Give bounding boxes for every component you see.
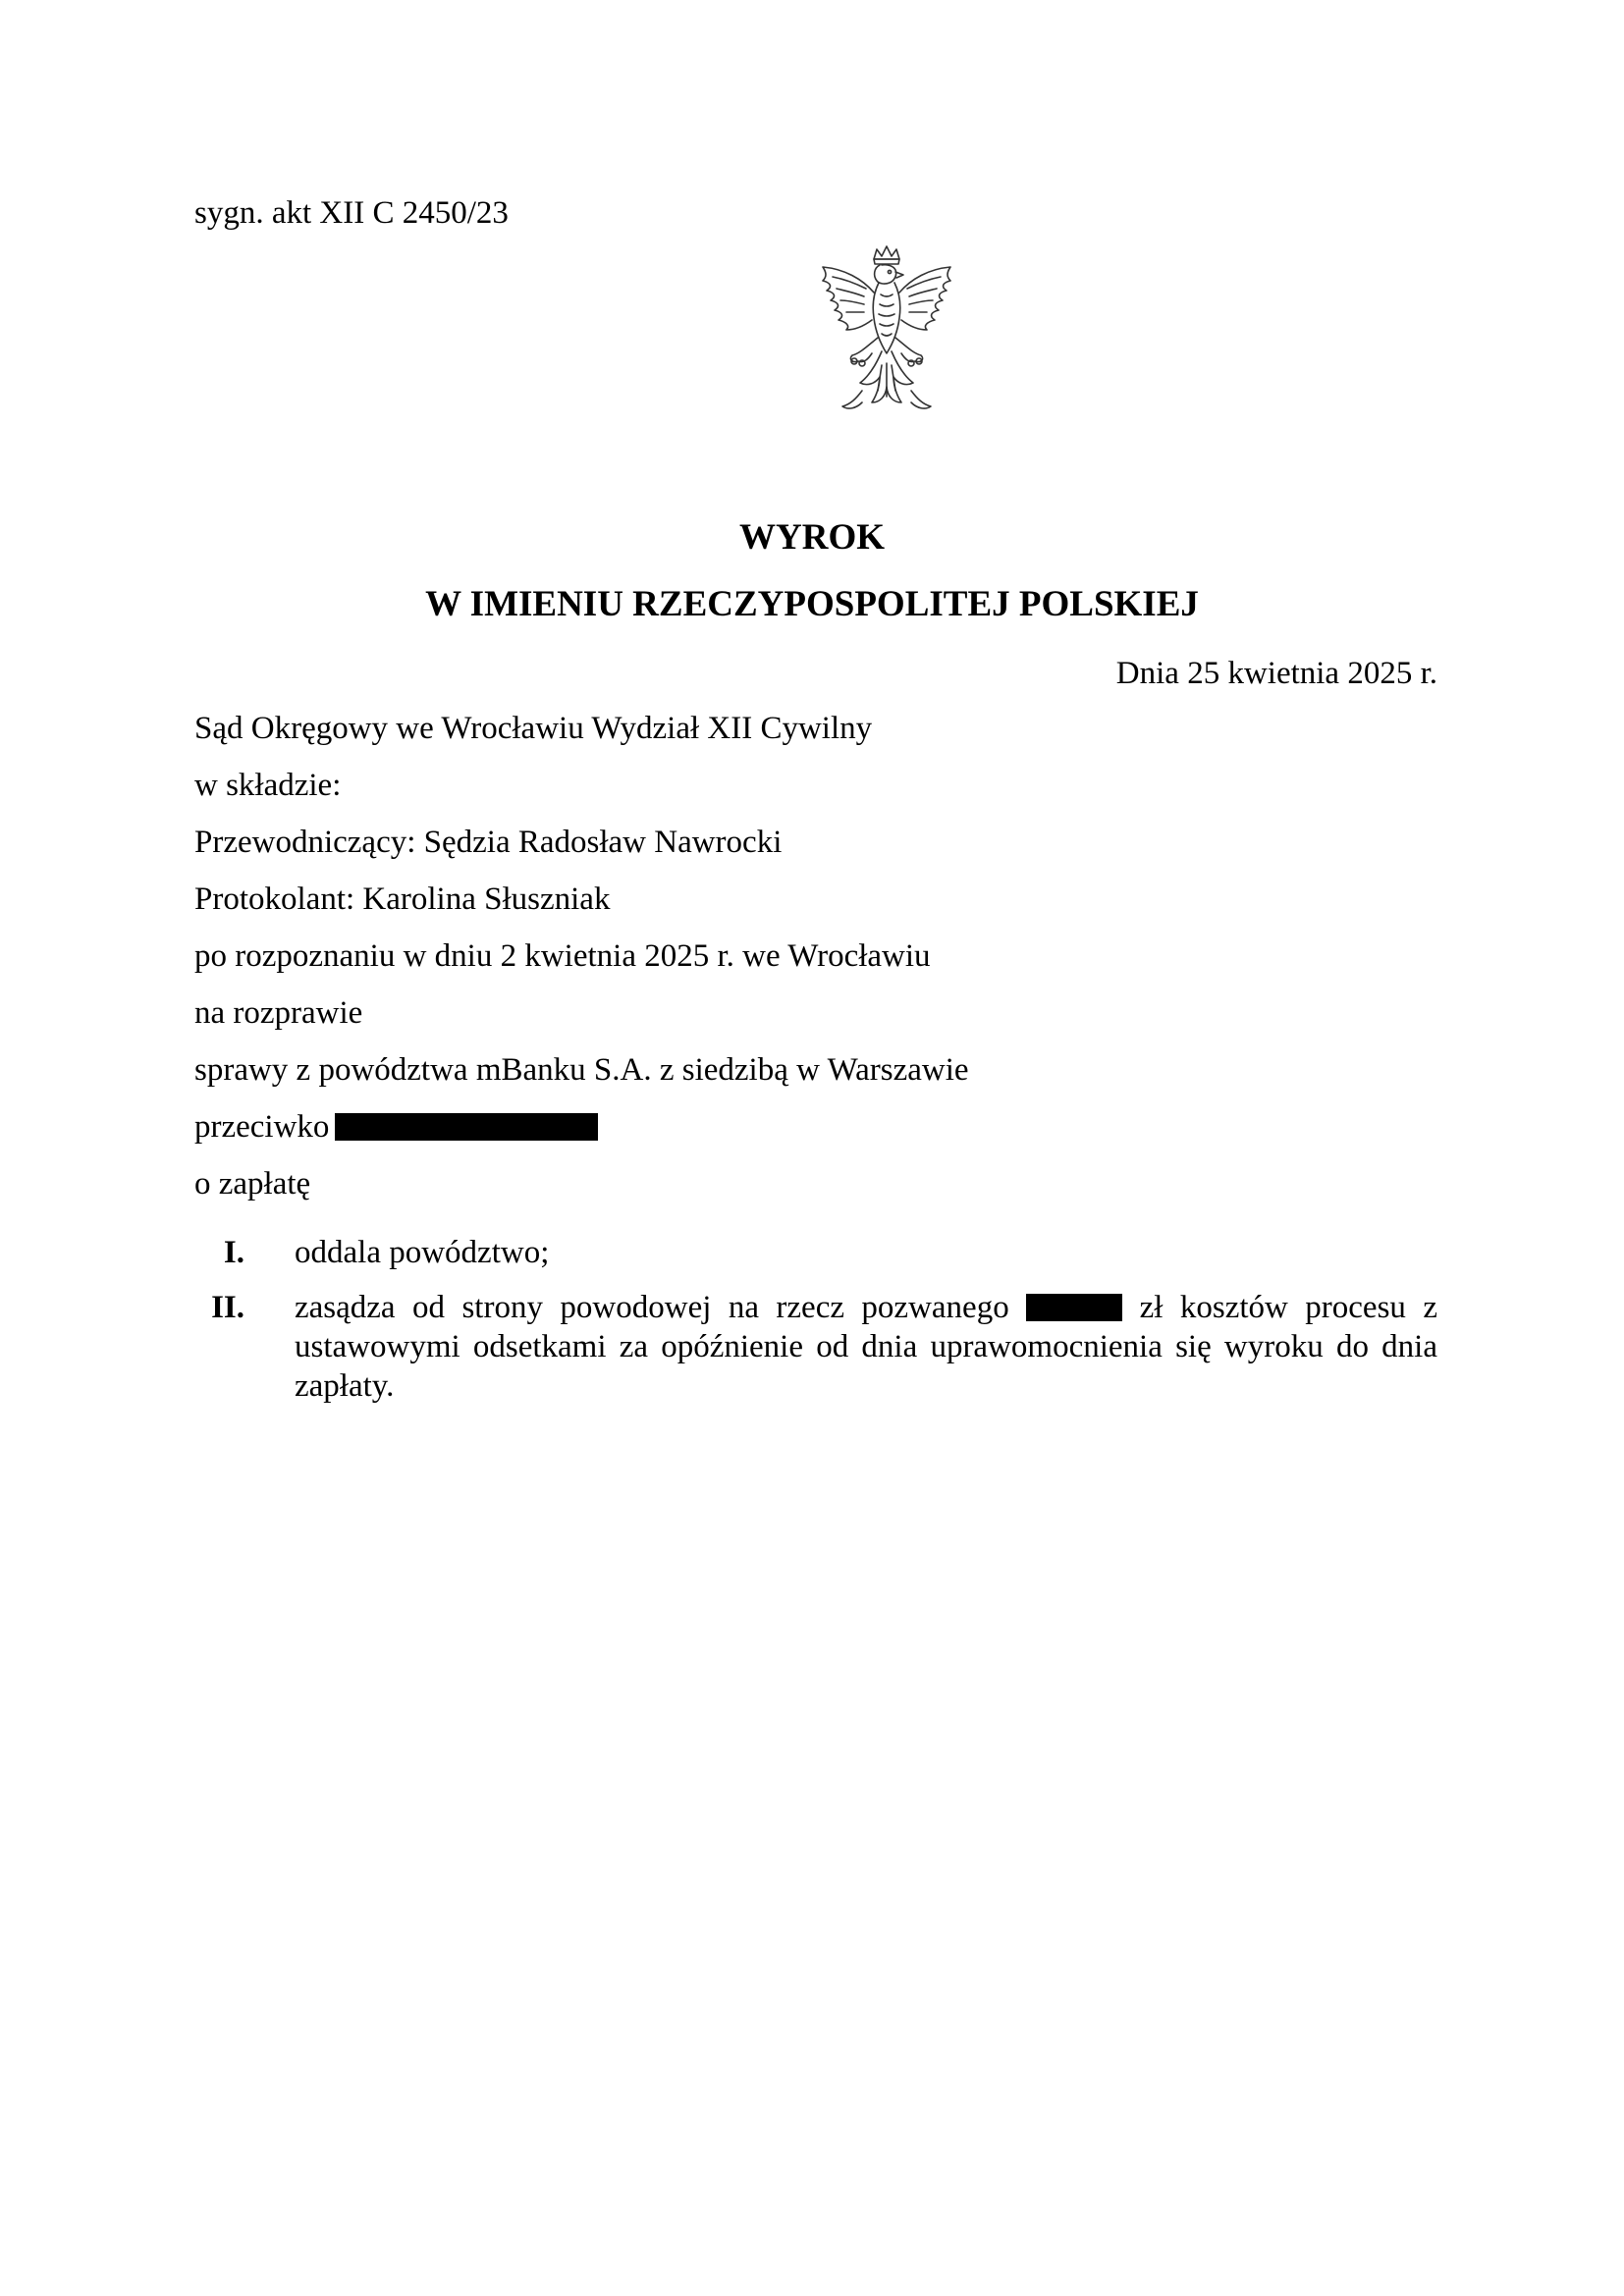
case-description: sprawy z powództwa mBanku S.A. z siedzibą w Warszawie bbox=[194, 1052, 969, 1088]
ruling-item-text-line: oddala powództwo; bbox=[295, 1235, 550, 1270]
ruling-item-number: I. bbox=[223, 1235, 244, 1270]
ruling-item-text-line: ustawowymi odsetkami za opóźnienie od dnia uprawomocnienia się wyroku do dnia bbox=[295, 1329, 1437, 1364]
court-clerk: Protokolant: Karolina Słuszniak bbox=[194, 881, 611, 917]
against-label: przeciwko bbox=[194, 1109, 330, 1145]
judgment-date: Dnia 25 kwietnia 2025 r. bbox=[1115, 656, 1437, 691]
document-subtitle: W IMIENIU RZECZYPOSPOLITEJ POLSKIEJ bbox=[425, 584, 1199, 624]
presiding-judge: Przewodniczący: Sędzia Radosław Nawrocki bbox=[194, 825, 783, 860]
case-subject: o zapłatę bbox=[194, 1166, 311, 1201]
ruling-item-number: II. bbox=[211, 1290, 244, 1325]
ruling-item-text-line bbox=[295, 1288, 1437, 1327]
ruling-item-text bbox=[295, 1288, 1437, 1406]
composition-label: w składzie: bbox=[194, 768, 342, 803]
court-name: Sąd Okręgowy we Wrocławiu Wydział XII Cywilny bbox=[194, 711, 873, 746]
case-signature: sygn. akt XII C 2450/23 bbox=[194, 195, 509, 231]
hearing-type: na rozprawie bbox=[194, 995, 363, 1031]
ruling-item-text bbox=[295, 1233, 1437, 1272]
ruling-text-before-amount: zasądza od strony powodowej na rzecz pozwanego bbox=[295, 1290, 1009, 1325]
document-title: WYROK bbox=[739, 517, 885, 558]
hearing-date: po rozpoznaniu w dniu 2 kwietnia 2025 r. we Wrocławiu bbox=[194, 938, 931, 974]
redacted-amount bbox=[1026, 1294, 1122, 1321]
polish-eagle-emblem-icon bbox=[803, 243, 970, 430]
redacted-defendant-name bbox=[335, 1113, 598, 1141]
defendant-line bbox=[194, 1107, 598, 1147]
ruling-item-text-line: zapłaty. bbox=[295, 1368, 395, 1404]
ruling-text-after-amount: zł kosztów procesu z bbox=[1139, 1290, 1438, 1325]
